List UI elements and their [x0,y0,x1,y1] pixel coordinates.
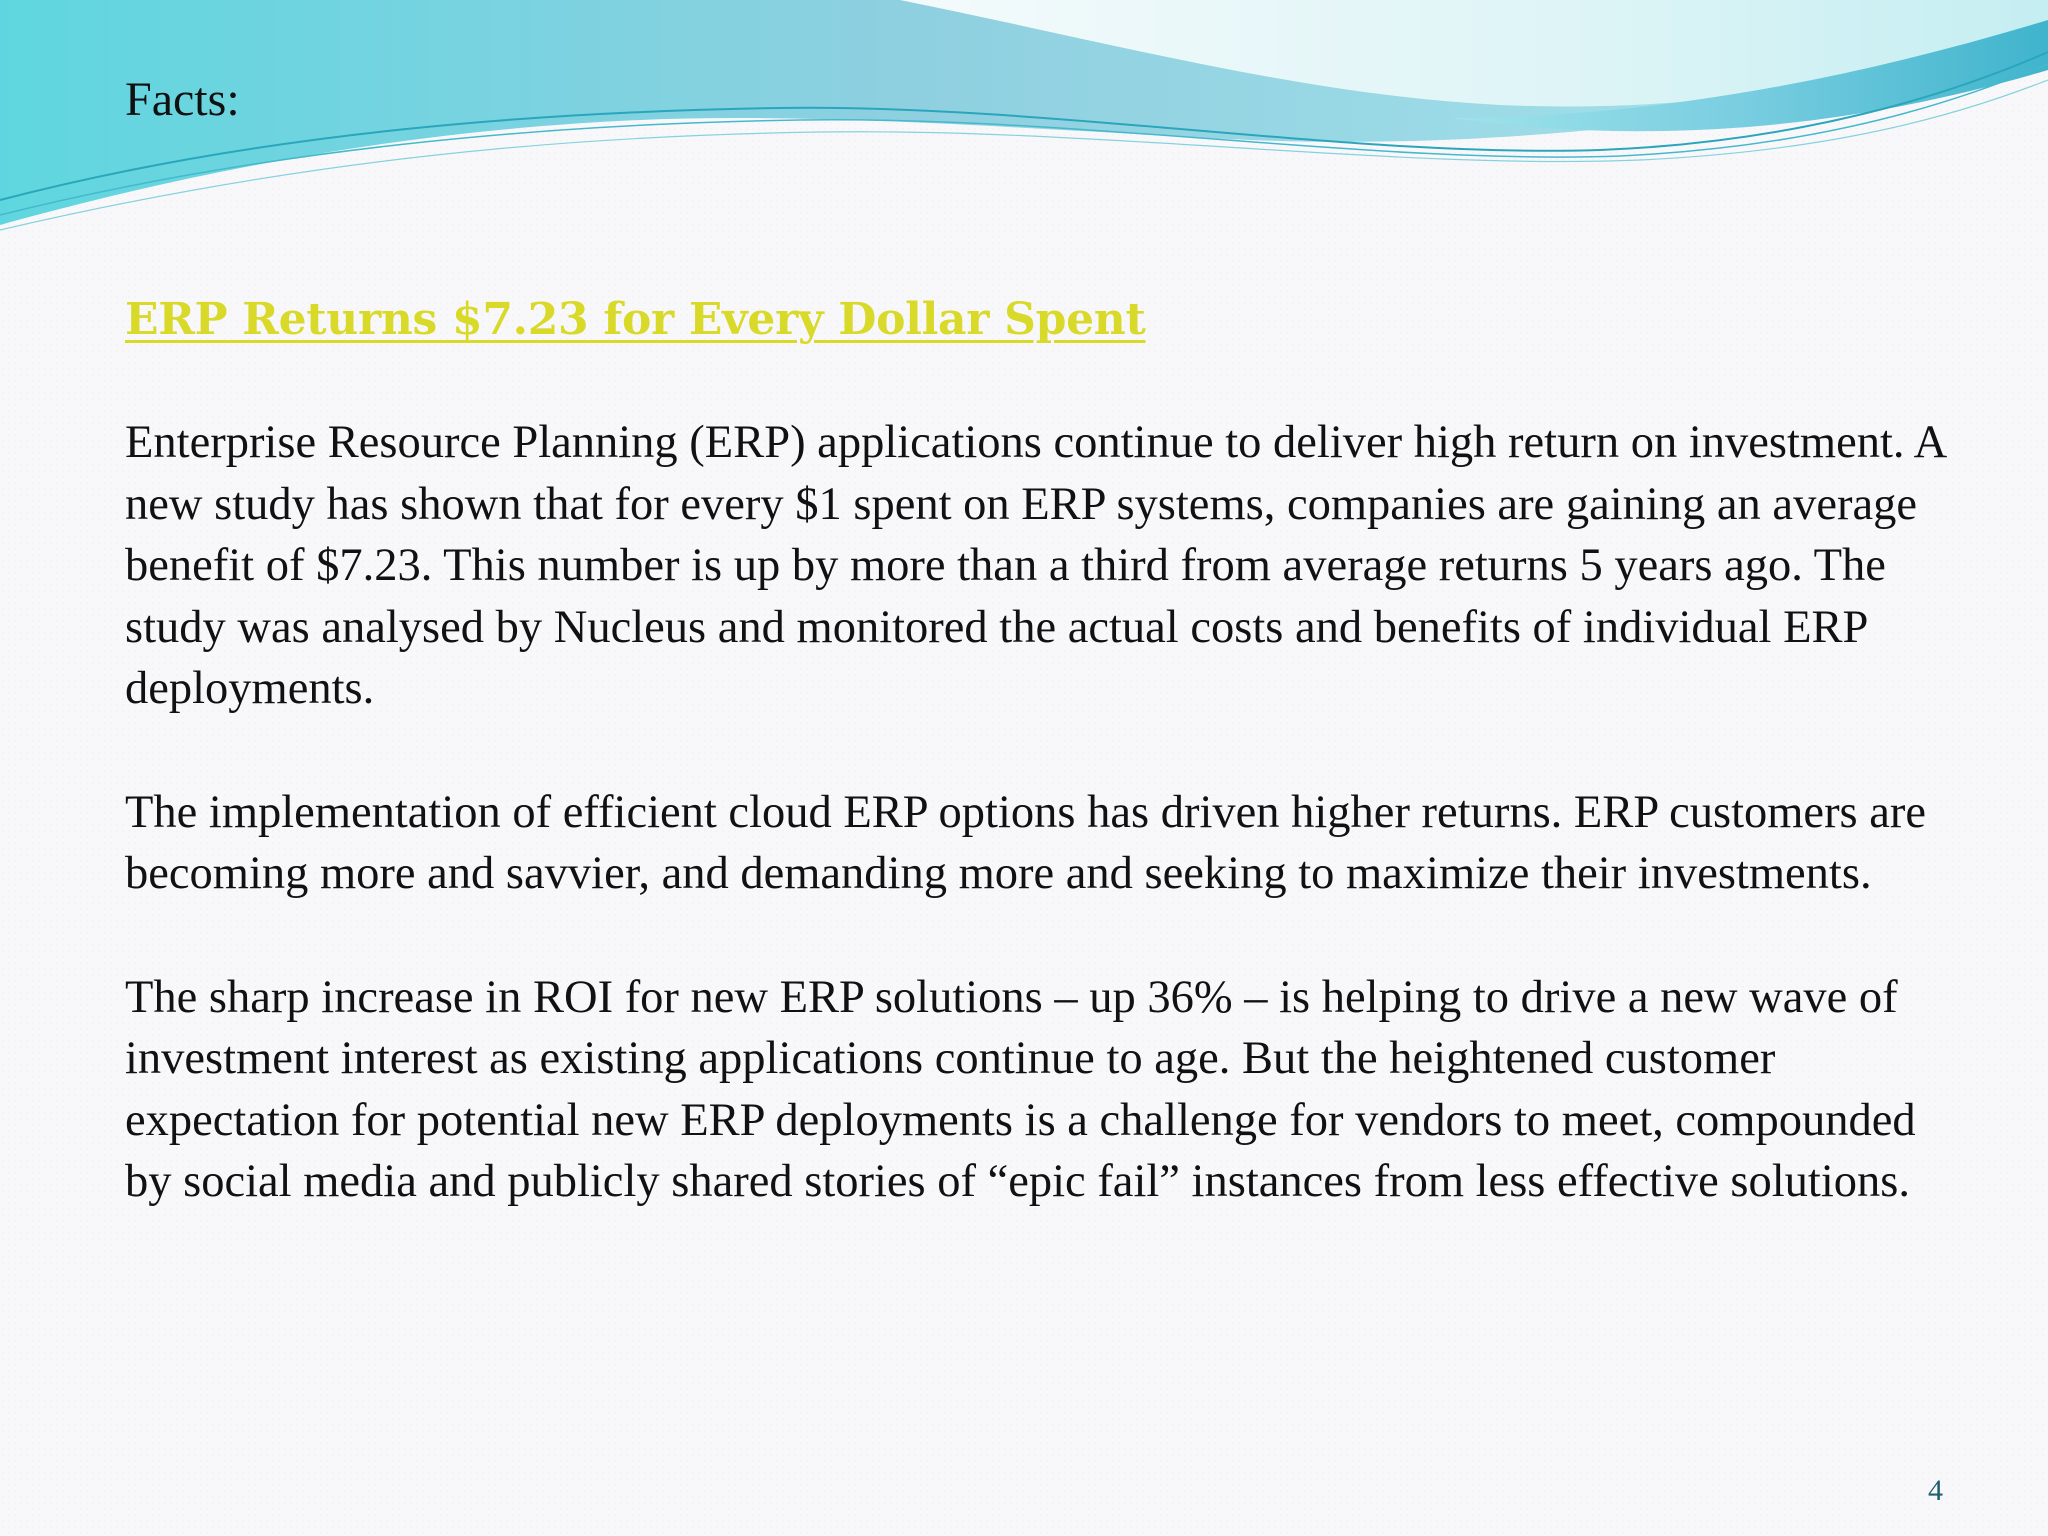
paragraph-roi-increase: The sharp increase in ROI for new ERP solutions – up 36% – is helping to drive a new wave of investment interest as existing applications continue to age. But the heightened customer expectation for potential new ERP deployments is a challenge for vendors to meet, compounded by social media and publicly shared stories of “epic fail” instances from less effective solutions. [125,971,1916,1207]
paragraph-cloud-erp: The implementation of efficient cloud ERP options has driven higher returns. ERP customers are becoming more and savvier, and demanding more and seeking to maximize their investments. [125,786,1927,899]
slide-title: Facts: [125,73,240,126]
slide-content [125,290,1955,1213]
header-wave-decoration [0,0,2048,260]
headline-link[interactable]: ERP Returns $7.23 for Every Dollar Spent [125,294,1146,345]
paragraph-erp-roi-study: Enterprise Resource Planning (ERP) applications continue to deliver high return on investment. A new study has shown that for every $1 spent on ERP systems, companies are gaining an average benefit of $7.23. This number is up by more than a third from average returns 5 years ago. The study was analysed by Nucleus and monitored the actual costs and benefits of individual ERP deployments. [125,417,1945,714]
page-number: 4 [1928,1474,1943,1507]
